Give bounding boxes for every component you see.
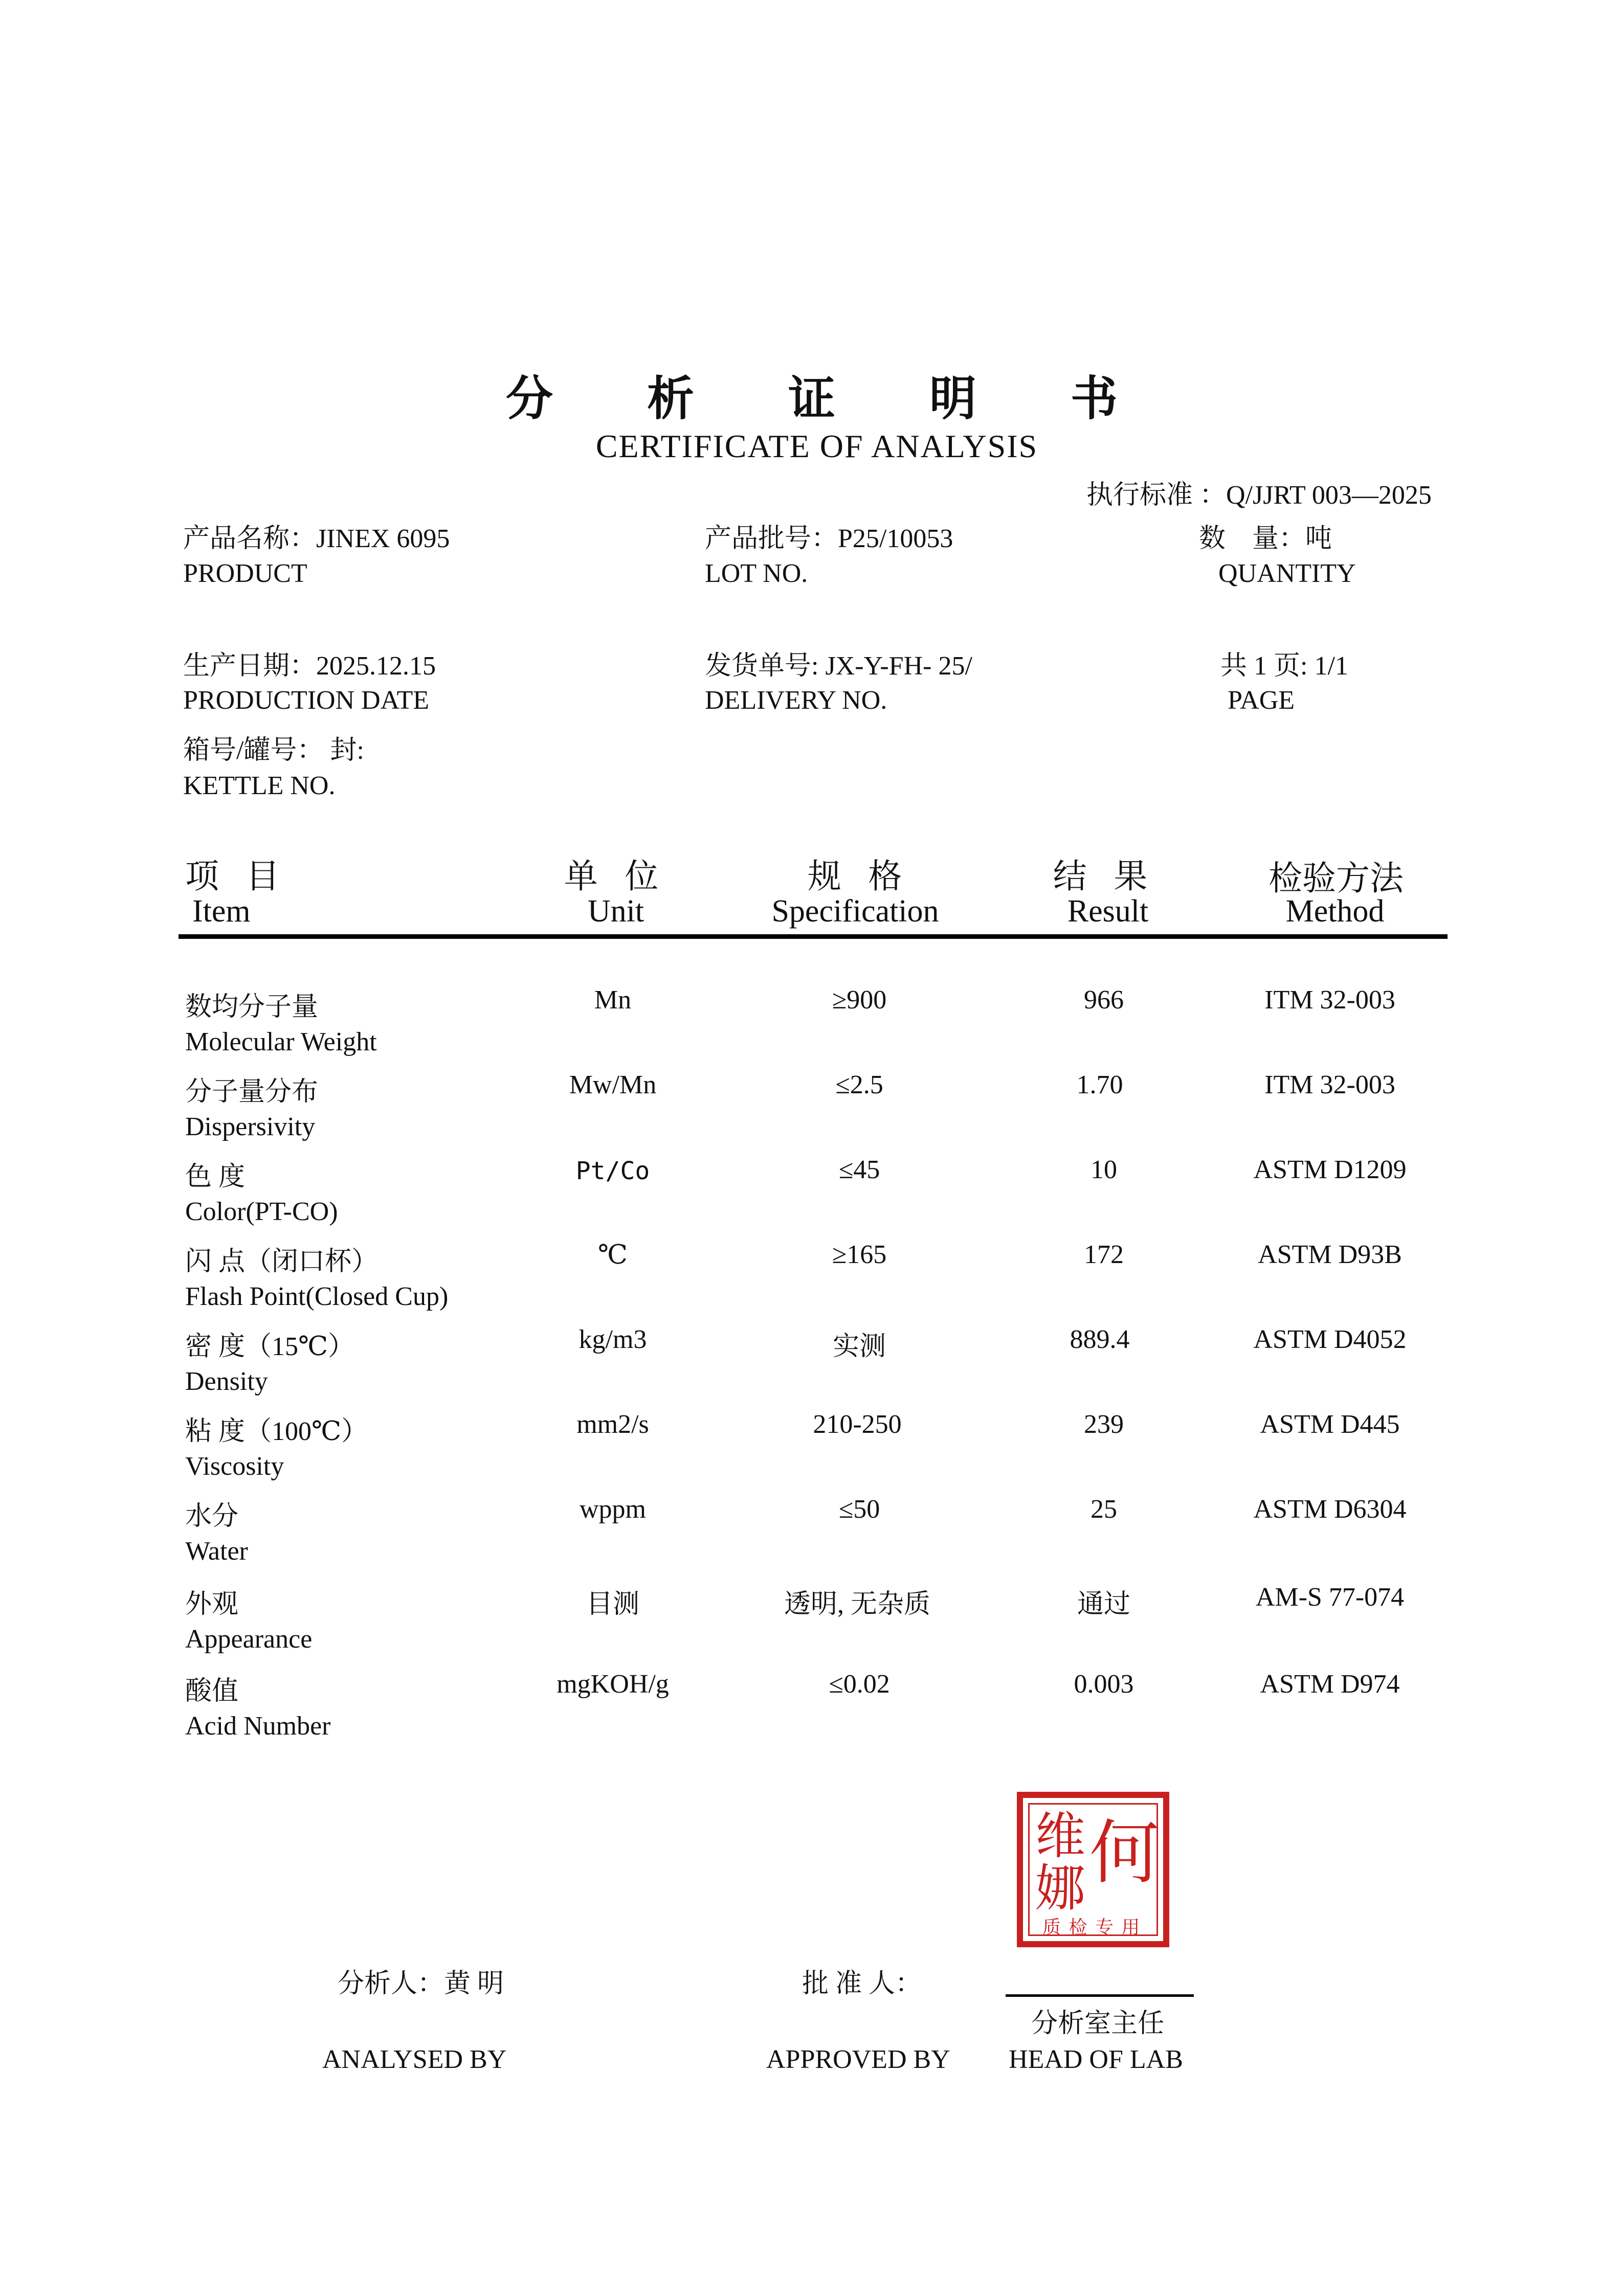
item-cn: 数均分子量	[185, 993, 319, 1022]
specification: 透明, 无杂质	[784, 1590, 931, 1619]
header-spec-cn: 规 格	[807, 858, 911, 895]
document-title-cn: 分 析 证 明 书	[505, 371, 1118, 426]
item-en: Color(PT-CO)	[185, 1197, 338, 1226]
delivery-number-cn: 发货单号: JX-Y-FH- 25/	[705, 651, 972, 681]
header-spec-en: Specification	[771, 894, 939, 929]
specification: ≤50	[838, 1495, 880, 1524]
item-cn: 密 度（15℃）	[185, 1332, 355, 1361]
signature-line	[1006, 1994, 1194, 1997]
production-date-label-en: PRODUCTION DATE	[183, 686, 429, 715]
item-cn: 酸值	[185, 1677, 239, 1706]
item-cn: 外观	[185, 1590, 239, 1619]
header-rule	[179, 934, 1448, 939]
unit: 目测	[586, 1590, 640, 1619]
header-item-cn: 项 目	[185, 858, 289, 895]
unit: mm2/s	[576, 1410, 649, 1439]
delivery-label-en: DELIVERY NO.	[705, 686, 887, 715]
result: 889.4	[1070, 1325, 1130, 1354]
header-method-cn: 检验方法	[1269, 860, 1404, 897]
unit: wppm	[580, 1495, 646, 1524]
kettle-label-en: KETTLE NO.	[183, 771, 336, 800]
result: 10	[1091, 1155, 1117, 1184]
standard-reference: 执行标准 ：Q/JJRT 003—2025	[1086, 481, 1432, 510]
unit: kg/m3	[579, 1325, 647, 1354]
page-label-en: PAGE	[1228, 686, 1295, 715]
quantity-cn: 数 量：吨	[1199, 524, 1332, 553]
item-cn: 分子量分布	[185, 1077, 319, 1107]
production-date-cn: 生产日期：2025.12.15	[183, 651, 436, 681]
seal-char-1: 维	[1035, 1807, 1086, 1865]
specification: ≤2.5	[835, 1070, 883, 1099]
unit: Pt/Co	[575, 1157, 650, 1185]
specification: 实测	[832, 1332, 886, 1361]
item-en: Molecular Weight	[185, 1027, 377, 1056]
header-unit-cn: 单 位	[564, 858, 668, 895]
specification: 210-250	[813, 1410, 902, 1439]
head-of-lab-cn: 分析室主任	[1031, 2009, 1165, 2038]
result: 239	[1084, 1410, 1124, 1439]
unit: Mn	[594, 985, 632, 1015]
header-result-cn: 结 果	[1053, 858, 1157, 895]
item-cn: 闪 点（闭口杯）	[185, 1247, 379, 1276]
header-method-en: Method	[1285, 894, 1385, 929]
item-cn: 粘 度（100℃）	[185, 1417, 368, 1446]
item-en: Flash Point(Closed Cup)	[185, 1282, 449, 1311]
result: 通过	[1077, 1590, 1131, 1619]
result: 966	[1084, 985, 1124, 1015]
unit: ℃	[597, 1241, 628, 1270]
lot-label-en: LOT NO.	[705, 559, 808, 588]
document-title-en: CERTIFICATE OF ANALYSIS	[595, 428, 1038, 464]
unit: mgKOH/g	[557, 1670, 669, 1699]
lot-number-cn: 产品批号：P25/10053	[705, 524, 953, 553]
header-result-en: Result	[1067, 894, 1149, 929]
result: 172	[1084, 1240, 1124, 1269]
item-en: Acid Number	[185, 1712, 331, 1741]
method: ASTM D6304	[1253, 1495, 1407, 1524]
item-en: Viscosity	[185, 1452, 284, 1481]
specification: ≤45	[838, 1155, 880, 1184]
item-cn: 色 度	[185, 1162, 246, 1191]
item-en: Density	[185, 1367, 268, 1396]
result: 25	[1091, 1495, 1117, 1524]
item-en: Dispersivity	[185, 1112, 316, 1141]
item-en: Water	[185, 1537, 248, 1566]
approved-by-cn: 批 准 人：	[802, 1969, 922, 1998]
method: ASTM D445	[1260, 1410, 1400, 1439]
product-name-cn: 产品名称：JINEX 6095	[183, 524, 450, 553]
result: 1.70	[1076, 1070, 1123, 1099]
seal-caption: 质 检 专 用	[1042, 1917, 1141, 1938]
quantity-label-en: QUANTITY	[1218, 559, 1356, 588]
seal-char-2: 娜	[1035, 1859, 1086, 1918]
method: ASTM D4052	[1253, 1325, 1407, 1354]
result: 0.003	[1074, 1670, 1134, 1699]
page-count-cn: 共 1 页: 1/1	[1220, 651, 1348, 681]
specification: ≤0.02	[829, 1670, 890, 1699]
unit: Mw/Mn	[569, 1070, 657, 1099]
header-item-en: Item	[192, 894, 251, 929]
head-of-lab-en: HEAD OF LAB	[1009, 2045, 1183, 2074]
method: ASTM D1209	[1253, 1155, 1407, 1184]
analysed-by-cn: 分析人：黄 明	[338, 1969, 504, 1998]
approved-by-en: APPROVED BY	[766, 2045, 950, 2074]
specification: ≥900	[832, 985, 887, 1015]
method: AM-S 77-074	[1255, 1583, 1405, 1612]
method: ASTM D974	[1260, 1670, 1400, 1699]
quality-inspection-seal	[1017, 1792, 1169, 1947]
kettle-number-cn: 箱号/罐号： 封:	[183, 736, 364, 765]
specification: ≥165	[832, 1240, 887, 1269]
item-en: Appearance	[185, 1625, 313, 1654]
method: ITM 32-003	[1264, 985, 1395, 1015]
item-cn: 水分	[185, 1502, 239, 1531]
product-label-en: PRODUCT	[183, 559, 307, 588]
header-unit-en: Unit	[587, 894, 644, 929]
method: ITM 32-003	[1264, 1070, 1395, 1099]
seal-char-3: 何	[1089, 1813, 1159, 1894]
analysed-by-en: ANALYSED BY	[322, 2045, 507, 2074]
method: ASTM D93B	[1258, 1240, 1402, 1269]
